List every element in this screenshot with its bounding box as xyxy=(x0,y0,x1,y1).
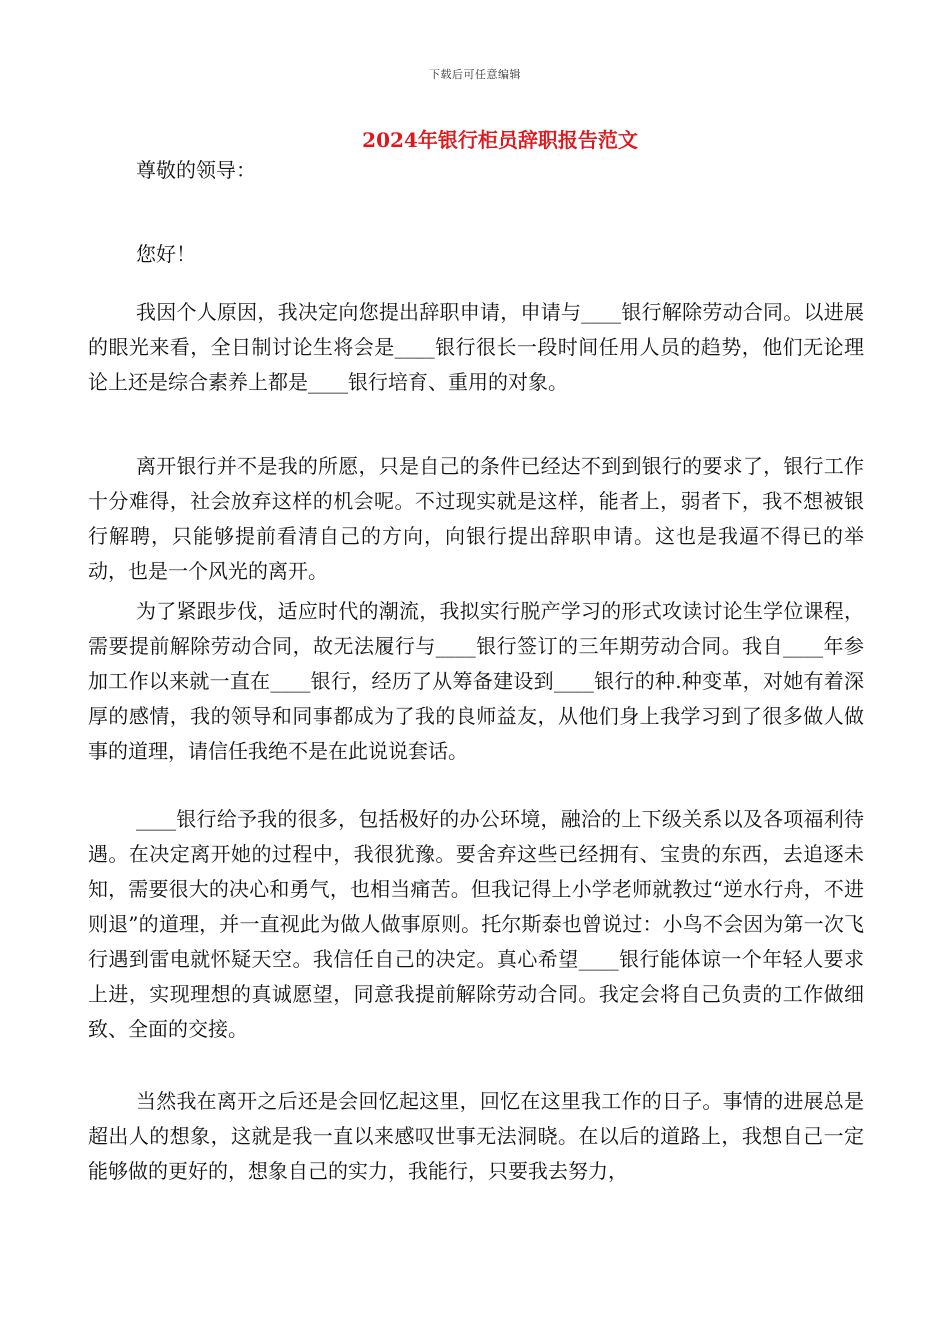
document-title: 2024年银行柜员辞职报告范文 xyxy=(362,128,638,152)
paragraph-5 xyxy=(88,1084,864,1189)
paragraph-text: ____银行给予我的很多，包括极好的办公环境，融洽的上下级关系以及各项福利待遇。在决定离开她的过程中，我很犹豫。要舍弃这些已经拥有、宝贵的东西，去追逐未知，需要很大的决心和勇气，也相当痛苦。但我记得上小学老师就教过“逆水行舟，不进则退”的道理，并一直视此为做人做事原则。托尔斯泰也曾说过：小鸟不会因为第一次飞行遇到雷电就怀疑天空。我信任自己的决定。真心希望____银行能体谅一个年轻人要求上进，实现理想的真诚愿望，同意我提前解除劳动合同。我定会将自己负责的工作做细致、全面的交接。 xyxy=(88,807,864,1041)
header-note: 下载后可任意编辑 xyxy=(429,68,521,81)
paragraph-text: 我因个人原因，我决定向您提出辞职申请，申请与____银行解除劳动合同。以进展的眼光来看，全日制讨论生将会是____银行很长一段时间任用人员的趋势，他们无论理论上还是综合素养上都是____银行培育、重用的对象。 xyxy=(88,300,864,394)
paragraph-3 xyxy=(88,594,864,769)
paragraph-text: 当然我在离开之后还是会回忆起这里，回忆在这里我工作的日子。事情的进展总是超出人的想象，这就是我一直以来感叹世事无法洞晓。在以后的道路上，我想自己一定能够做的更好的，想象自己的实力，我能行，只要我去努力， xyxy=(88,1089,864,1183)
paragraph-4 xyxy=(88,802,864,1047)
paragraph-2 xyxy=(88,449,864,589)
paragraph-1 xyxy=(88,295,864,400)
paragraph-text: 为了紧跟步伐，适应时代的潮流，我拟实行脱产学习的形式攻读讨论生学位课程，需要提前解除劳动合同，故无法履行与____银行签订的三年期劳动合同。我自____年参加工作以来就一直在____银行，经历了从筹备建设到____银行的种.种变革，对她有着深厚的感情，我的领导和同事都成为了我的良师益友，从他们身上我学习到了很多做人做事的道理，请信任我绝不是在此说说套话。 xyxy=(88,599,864,763)
salutation: 尊敬的领导： xyxy=(136,158,256,182)
paragraph-text: 离开银行并不是我的所愿，只是自己的条件已经达不到到银行的要求了，银行工作十分难得，社会放弃这样的机会呢。不过现实就是这样，能者上，弱者下，我不想被银行解聘，只能够提前看清自己的方向，向银行提出辞职申请。这也是我逼不得已的举动，也是一个风光的离开。 xyxy=(88,454,864,583)
greeting: 您好！ xyxy=(136,242,196,266)
